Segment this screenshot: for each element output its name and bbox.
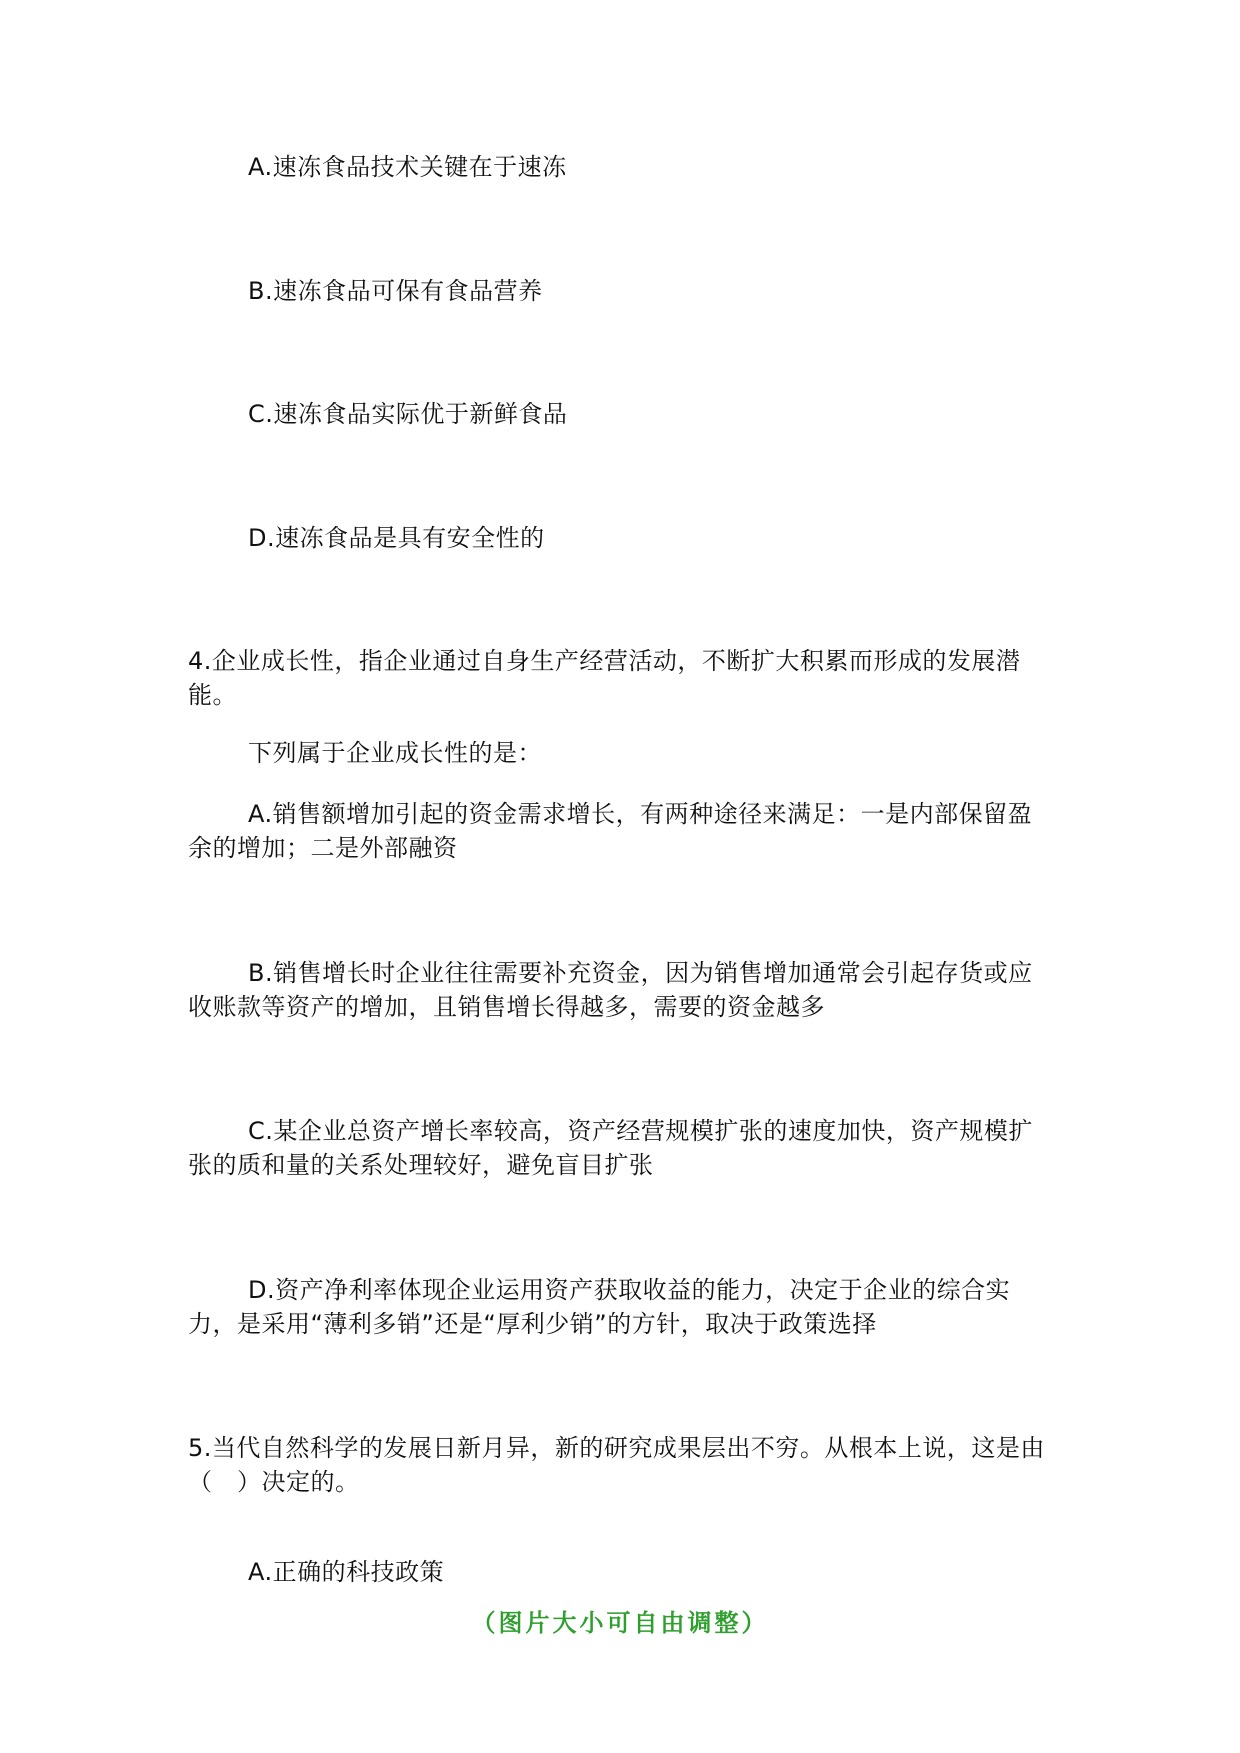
q3-option-c: C.速冻食品实际优于新鲜食品 [248, 400, 568, 428]
q3-option-b: B.速冻食品可保有食品营养 [248, 277, 543, 305]
q4-prompt: 下列属于企业成长性的是： [248, 739, 542, 767]
q4-stem: 4.企业成长性，指企业通过自身生产经营活动，不断扩大积累而形成的发展潜能。 [188, 647, 1021, 709]
q3-option-a: A.速冻食品技术关键在于速冻 [248, 153, 567, 181]
q3-option-d: D.速冻食品是具有安全性的 [248, 524, 545, 552]
q4-option-d: D.资产净利率体现企业运用资产获取收益的能力，决定于企业的综合实力，是采用“薄利多销”还是“厚利少销”的方针，取决于政策选择 [188, 1276, 1011, 1338]
q5-stem: 5.当代自然科学的发展日新月异，新的研究成果层出不穷。从根本上说，这是由（ ）决定的。 [188, 1434, 1045, 1496]
q4-option-c: C.某企业总资产增长率较高，资产经营规模扩张的速度加快，资产规模扩张的质和量的关系处理较好，避免盲目扩张 [188, 1117, 1033, 1179]
q5-option-a: A.正确的科技政策 [248, 1558, 445, 1586]
q4-option-a: A.销售额增加引起的资金需求增长，有两种途径来满足：一是内部保留盈余的增加；二是外部融资 [188, 800, 1033, 862]
image-resize-note: （图片大小可自由调整） [471, 1609, 769, 1637]
q4-option-b: B.销售增长时企业往往需要补充资金，因为销售增加通常会引起存货或应收账款等资产的增加，且销售增长得越多，需要的资金越多 [188, 959, 1033, 1021]
